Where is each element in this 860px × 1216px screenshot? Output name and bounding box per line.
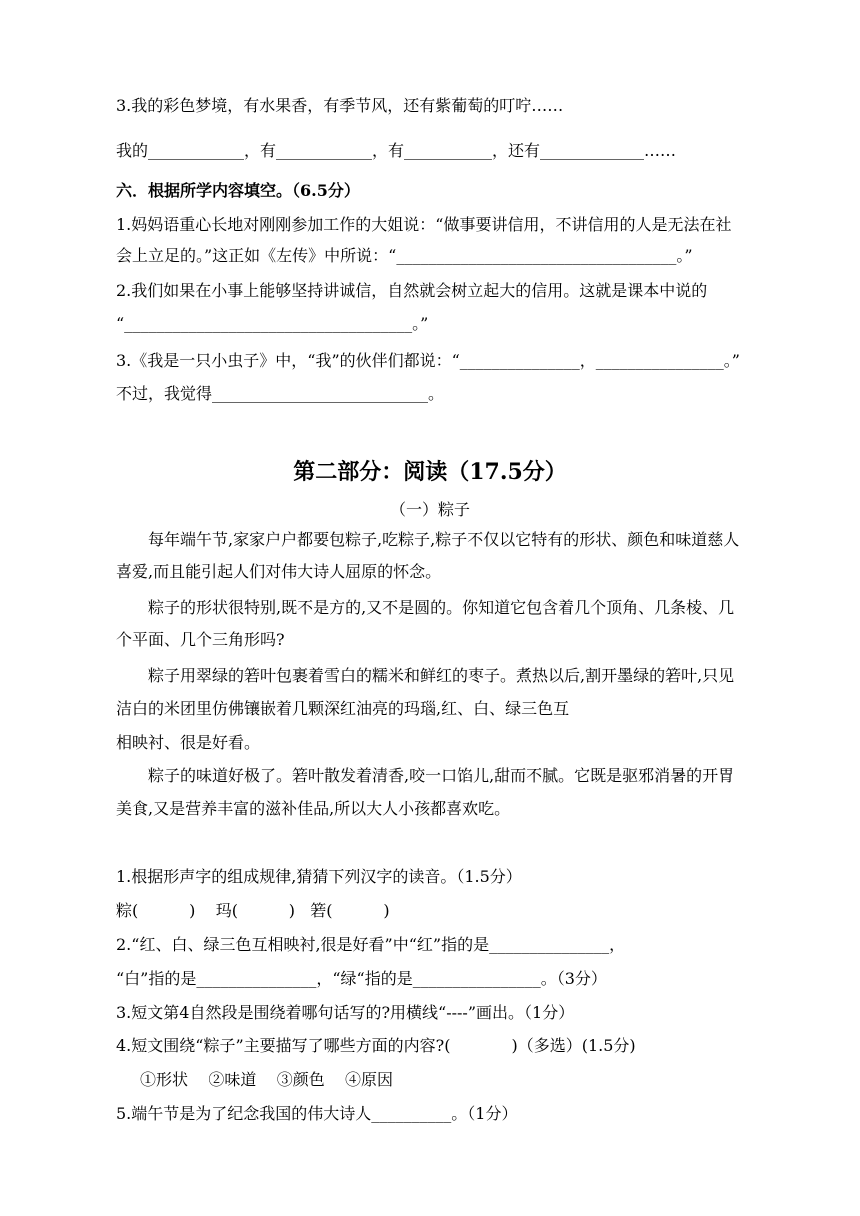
q4-text: 4.短文围绕“粽子”主要描写了哪些方面的内容?( )（多选）(1.5分) [116, 1036, 636, 1055]
passage-line: 美食,又是营养丰富的滋补佳品,所以大人小孩都喜欢吃。 [116, 799, 511, 818]
s6-q1-line1: 1.妈妈语重心长地对刚刚参加工作的大姐说：“做事要讲信用，不讲信用的人是无法在社 [116, 215, 732, 234]
passage-line: 洁白的米团里仿佛镶嵌着几颗深红油亮的玛瑙,红、白、绿三色互 [116, 699, 570, 718]
s6-q2-line2: “____________________________________。” [116, 314, 429, 333]
passage-line: 粽子的形状很特别,既不是方的,又不是圆的。你知道它包含着几个顶角、几条棱、几 [148, 598, 735, 617]
s6-q3-line2: 不过，我觉得___________________________。 [116, 384, 445, 403]
passage-line: 每年端午节,家家户户都要包粽子,吃粽子,粽子不仅以它特有的形状、颜色和味道慈人 [148, 530, 740, 549]
q2-line1: 2.“红、白、绿三色互相映衬,很是好看”中“红”指的是_______________， [116, 935, 626, 954]
q1-chars: 粽( ) 玛( ) 箬( ) [116, 901, 390, 920]
part2-title: 第二部分：阅读（17.5分） [293, 459, 567, 485]
passage-line: 粽子的味道好极了。箬叶散发着清香,咬一口馅儿,甜而不腻。它既是驱邪消暑的开胃 [148, 766, 735, 785]
passage-subtitle: （一）粽子 [389, 500, 470, 519]
passage-line: 喜爱,而且能引起人们对伟大诗人屈原的怀念。 [116, 562, 442, 581]
q4-options: ①形状 ②味道 ③颜色 ④原因 [140, 1070, 394, 1089]
passage-line: 粽子用翠绿的箬叶包裹着雪白的糯米和鲜红的枣子。煮热以后,割开墨绿的箬叶,只见 [148, 666, 735, 685]
s6-q2-line1: 2.我们如果在小事上能够坚持讲诚信，自然就会树立起大的信用。这就是课本中说的 [116, 281, 708, 300]
s5-item3-prompt: 3.我的彩色梦境，有水果香，有季节风，还有紫葡萄的叮咛…… [116, 96, 564, 115]
s5-item3-answer-line: 我的____________，有____________，有___________，还有_____________…… [116, 141, 677, 160]
s6-q1-line2: 会上立足的。”这正如《左传》中所说：“___________________________________。” [116, 246, 693, 265]
passage-line: 相映衬、很是好看。 [116, 733, 261, 752]
passage-line: 个平面、几个三角形吗? [116, 630, 285, 649]
q3-text: 3.短文第4自然段是围绕着哪句话写的?用横线“----”画出。（1分） [116, 1003, 575, 1022]
s6-q3-line1: 3.《我是一只小虫子》中，“我”的伙伴们都说：“_______________，________________。” [116, 351, 740, 370]
q2-line2: “白”指的是_______________，“绿“指的是________________。（3分） [116, 969, 607, 988]
q1-text: 1.根据形声字的组成规律,猜猜下列汉字的读音。（1.5分） [116, 867, 522, 886]
section6-heading: 六．根据所学内容填空。（6.5分） [116, 181, 360, 200]
q5-text: 5.端午节是为了纪念我国的伟大诗人__________。（1分） [116, 1104, 518, 1123]
